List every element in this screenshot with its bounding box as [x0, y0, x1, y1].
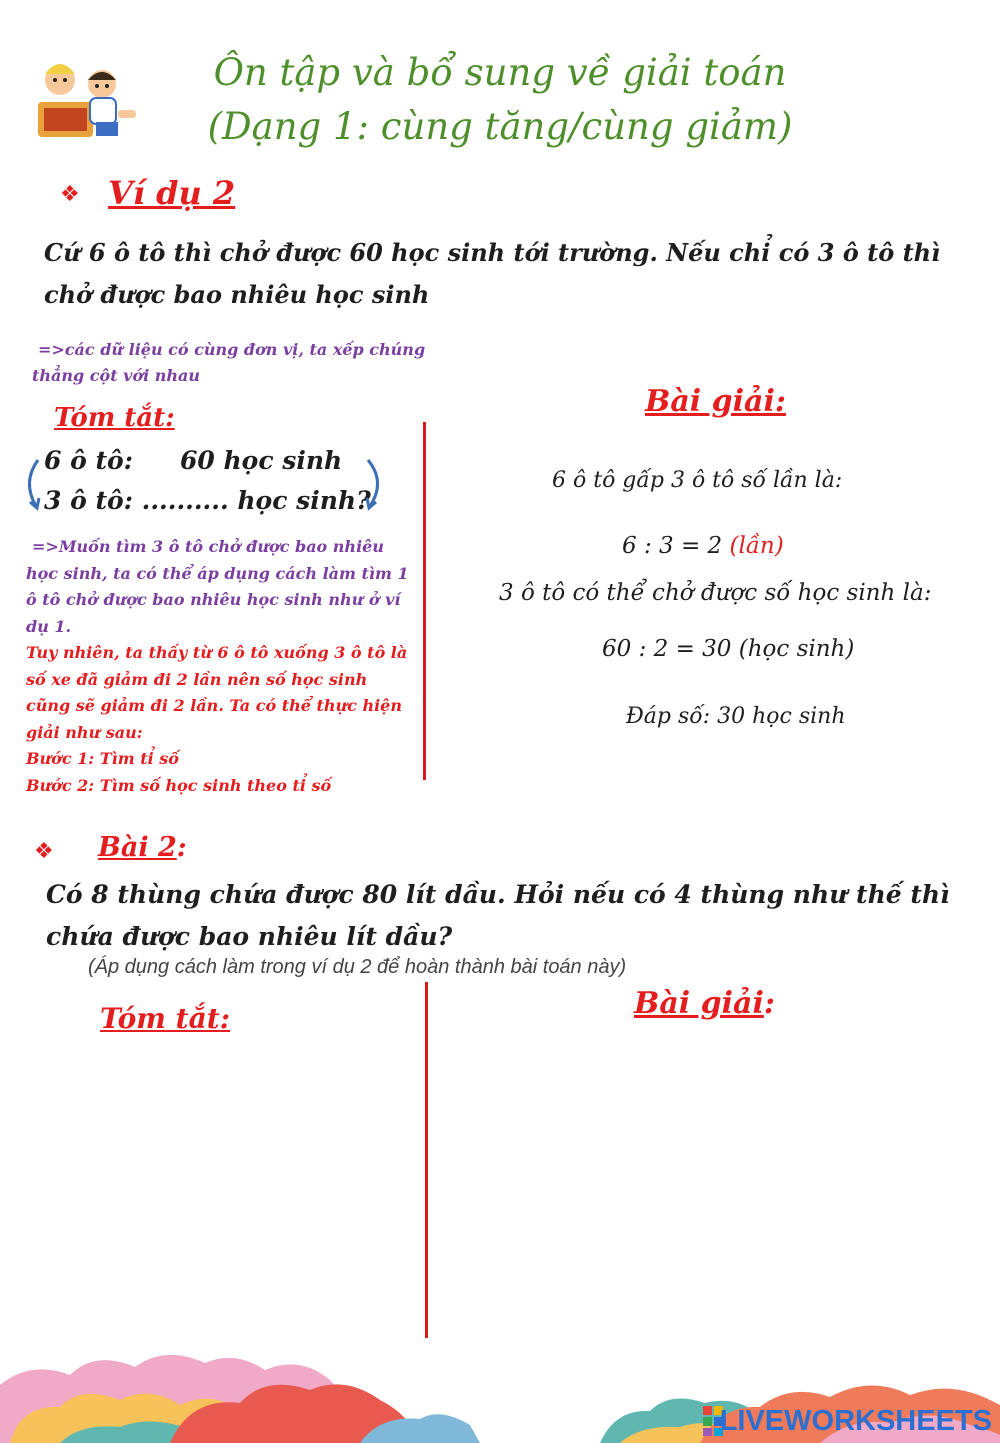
explain-red-4: giải như sau:	[26, 722, 143, 742]
example-explanation	[26, 534, 426, 799]
explain-red-3: cũng sẽ giảm đi 2 lần. Ta có thể thực hiện	[26, 696, 402, 715]
example-problem-line2: chở được bao nhiêu học sinh	[44, 280, 430, 309]
exercise-solution-text: Bài giải	[634, 986, 764, 1021]
solution-calc1	[622, 533, 784, 559]
page-title-line1: Ôn tập và bổ sung về giải toán	[213, 51, 787, 94]
solution-line1: 6 ô tô gấp 3 ô tô số lần là:	[552, 468, 843, 493]
example-summary-label: Tóm tắt:	[54, 403, 175, 433]
explain-red-1: Tuy nhiên, ta thấy từ 6 ô tô xuống 3 ô tô là	[26, 643, 408, 662]
solution-line2: 3 ô tô có thể chở được số học sinh là:	[499, 580, 932, 606]
solution-answer: Đáp số: 30 học sinh	[626, 704, 846, 729]
example-divider	[423, 422, 426, 780]
summary-row1-left: 6 ô tô:	[44, 446, 133, 475]
explain-purple-1: =>Muốn tìm 3 ô tô chở được bao nhiêu	[32, 537, 384, 556]
diamond-bullet-icon: ❖	[34, 839, 54, 864]
example-solution-label: Bài giải:	[645, 384, 786, 419]
liveworksheets-brand[interactable]: LIVEWORKSHEETS	[719, 1405, 992, 1437]
example-heading: Ví dụ 2	[108, 174, 236, 212]
explain-red-2: số xe đã giảm đi 2 lần nên số học sinh	[26, 669, 368, 689]
explain-red-5: Bước 1: Tìm tỉ số	[26, 749, 179, 768]
explain-red-6: Bước 2: Tìm số học sinh theo tỉ số	[26, 775, 332, 795]
exercise-summary-text: Tóm tắt	[100, 1002, 220, 1035]
example-hint	[32, 337, 432, 389]
solution-calc1-expr: 6 : 3 = 2	[622, 533, 723, 559]
explain-purple-3: ô tô chở được bao nhiêu học sinh như ở ví	[26, 590, 401, 609]
exercise-heading	[98, 832, 187, 863]
exercise-solution-label	[634, 986, 775, 1021]
hint-line2: thẳng cột với nhau	[32, 366, 201, 385]
exercise-problem	[46, 874, 976, 958]
solution-calc1-unit: (lần)	[729, 533, 784, 559]
exercise-note: (Áp dụng cách làm trong ví dụ 2 để hoàn thành bài toán này)	[88, 956, 627, 978]
exercise-problem-line2: chứa được bao nhiêu lít dầu?	[46, 922, 453, 951]
example-problem-line1: Cứ 6 ô tô thì chở được 60 học sinh tới trường. Nếu chỉ có 3 ô tô thì	[44, 238, 941, 267]
example-problem	[44, 232, 984, 316]
exercise-heading-colon: :	[176, 832, 187, 863]
exercise-summary-colon: :	[219, 1002, 231, 1035]
exercise-problem-line1: Có 8 thùng chứa được 80 lít dầu. Hỏi nếu có 4 thùng như thế thì	[46, 880, 950, 909]
explain-purple-4: dụ 1.	[26, 616, 72, 636]
exercise-summary-label	[100, 1002, 230, 1035]
curved-arrow-right-icon	[364, 456, 388, 512]
summary-row2: 3 ô tô: .......... học sinh?	[44, 486, 371, 515]
curved-arrow-left-icon	[20, 456, 42, 512]
exercise-solution-colon: :	[763, 986, 775, 1021]
summary-row1-right: 60 học sinh	[180, 446, 343, 475]
kids-mascot-image	[30, 52, 140, 142]
exercise-divider	[425, 982, 428, 1338]
exercise-heading-text: Bài 2	[98, 832, 177, 863]
diamond-bullet-icon: ❖	[60, 182, 80, 207]
explain-purple-2: học sinh, ta có thể áp dụng cách làm tìm 1	[26, 563, 409, 583]
hint-line1: =>các dữ liệu có cùng đơn vị, ta xếp chúng	[38, 340, 426, 359]
page-title-line2: (Dạng 1: cùng tăng/cùng giảm)	[207, 105, 793, 148]
solution-calc2: 60 : 2 = 30 (học sinh)	[602, 636, 855, 662]
